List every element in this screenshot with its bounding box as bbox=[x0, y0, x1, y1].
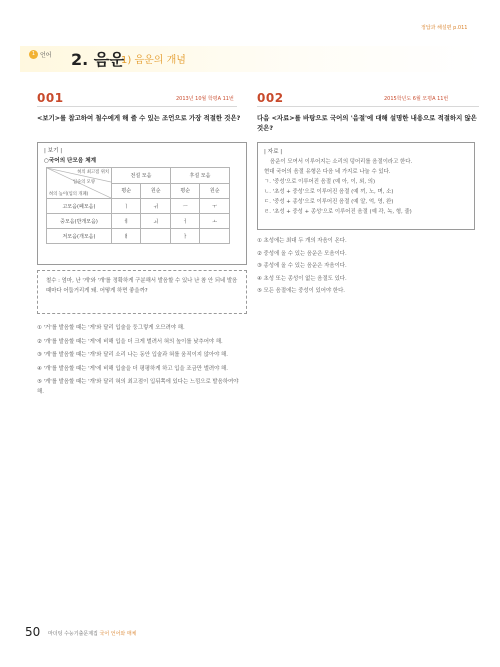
question-number-001: 001 bbox=[37, 91, 64, 105]
page-number: 50 bbox=[25, 625, 41, 639]
diagonal-header-cell bbox=[47, 168, 112, 199]
table-title: ○국어의 단모음 체계 bbox=[44, 158, 97, 164]
vowel-cell: ㅓ bbox=[170, 214, 199, 229]
vowel-cell bbox=[200, 229, 230, 244]
option-5[interactable]: ⑤ 모든 음절에는 중성이 있어야 한다. bbox=[257, 288, 346, 294]
jaryo-label: | 자료 | bbox=[264, 149, 283, 155]
vowel-cell: ㅟ bbox=[141, 199, 171, 214]
row-label: 중모음(반개모음) bbox=[47, 214, 112, 229]
option-2[interactable]: ② '개'를 발음할 때는 '게'에 비해 입을 더 크게 벌려서 혀의 높이를 낮추어야 해. bbox=[37, 338, 223, 345]
options-002 bbox=[257, 237, 477, 297]
vowel-cell: ㅗ bbox=[200, 214, 230, 229]
diag-label-lip-shape: 입술의 모양 bbox=[72, 180, 95, 185]
vowel-table bbox=[46, 167, 230, 244]
col-front-vowel: 전설 모음 bbox=[112, 168, 171, 184]
jaryo-line: ㄷ. '중성 + 종성'으로 이루어진 음절 (예 알, 억, 영, 완) bbox=[264, 199, 394, 205]
row-label: 고모음(폐모음) bbox=[47, 199, 112, 214]
question-number-002: 002 bbox=[257, 91, 284, 105]
option-2[interactable]: ② 중성에 올 수 있는 음운은 모음이다. bbox=[257, 250, 347, 257]
option-4[interactable]: ④ 초성 또는 종성이 없는 음절도 있다. bbox=[257, 275, 347, 282]
option-3[interactable]: ③ 종성에 올 수 있는 음운은 자음이다. bbox=[257, 263, 347, 269]
footer-highlight: 국어 언어와 매체 bbox=[99, 631, 137, 637]
vowel-cell: ㅔ bbox=[112, 214, 141, 229]
jaryo-line: 현대 국어의 음절 유형은 다음 네 가지로 나눌 수 있다. bbox=[264, 169, 391, 175]
vowel-cell: ㅜ bbox=[200, 199, 230, 214]
section-subtitle: 1) 음운의 개념 bbox=[121, 55, 186, 66]
sub-col: 원순 bbox=[200, 183, 230, 199]
sub-col: 원순 bbox=[141, 183, 171, 199]
sub-col: 평순 bbox=[170, 183, 199, 199]
option-1[interactable]: ① 초성에는 최대 두 개의 자음이 온다. bbox=[257, 238, 347, 244]
options-001 bbox=[37, 324, 247, 397]
question-prompt-001: <보기>를 참고하여 철수에게 해 줄 수 있는 조언으로 가장 적절한 것은? bbox=[37, 114, 241, 122]
vowel-cell: ㅐ bbox=[112, 229, 141, 244]
question-divider bbox=[37, 106, 237, 107]
option-1[interactable]: ① '거'를 발음할 때는 '게'와 달리 입술을 둥그렇게 오므려야 해. bbox=[37, 325, 185, 331]
col-back-vowel: 후설 모음 bbox=[170, 168, 229, 184]
option-3[interactable]: ③ '게'를 발음할 때는 '개'와 달리 소리 나는 동안 입술과 혀를 움직이지 않아야 해. bbox=[37, 352, 228, 358]
jaryo-line: ㄹ. '초성 + 중성 + 종성'으로 이루어진 음절 (예 각, 녹, 형, 줄) bbox=[264, 209, 412, 215]
diag-label-tongue-height: 혀의 높이(입의 개폐) bbox=[49, 192, 89, 197]
jaryo-line: ㄴ. '초성 + 중성'으로 이루어진 음절 (예 끼, 노, 며, 소) bbox=[264, 189, 394, 195]
diag-label-tongue-position: 혀의 최고점 위치 bbox=[77, 170, 109, 175]
footer-text: 마더텅 수능기출문제집 국어 언어와 매체 bbox=[48, 631, 137, 637]
option-4[interactable]: ④ '개'를 발음할 때는 '게'에 비해 입술을 더 평평하게 하고 입을 조금만 벌려야 해. bbox=[37, 365, 228, 372]
option-5[interactable]: ⑤ '게'를 발음할 때는 '개'와 달리 혀의 최고점이 입뒤쪽에 있다는 느낌으로 발음하여야 해. bbox=[37, 379, 239, 395]
sub-col: 평순 bbox=[112, 183, 141, 199]
section-number-badge: 1 bbox=[29, 50, 38, 59]
question-prompt-002: 다음 <자료>를 바탕으로 국어의 '음절'에 대해 설명한 내용으로 적절하지 않은 것은? bbox=[257, 114, 477, 132]
section-title: 2. 음운 bbox=[71, 50, 125, 69]
row-label: 저모음(개모음) bbox=[47, 229, 112, 244]
vowel-cell: ㅏ bbox=[170, 229, 199, 244]
jaryo-content bbox=[264, 157, 470, 217]
jaryo-line: 음운이 모여서 이루어지는 소리의 덩어리를 음절이라고 한다. bbox=[270, 159, 413, 165]
answer-reference: 정답과 해설편 p.011 bbox=[421, 25, 468, 31]
bogi-label: | 보기 | bbox=[44, 148, 63, 154]
section-label: 언어 bbox=[40, 52, 52, 59]
vowel-cell: ㅚ bbox=[141, 214, 171, 229]
question-divider bbox=[257, 106, 479, 107]
jaryo-line: ㄱ. '중성'으로 이루어진 음절 (예 아, 이, 외, 의) bbox=[264, 179, 376, 185]
vowel-cell bbox=[141, 229, 171, 244]
question-source-001: 2013년 10월 학평A 11번 bbox=[176, 96, 234, 102]
vowel-cell: ㅣ bbox=[112, 199, 141, 214]
vowel-cell: ㅡ bbox=[170, 199, 199, 214]
chulsu-dialogue: 철수 : 엄마, 난 '게'와 '개'를 정확하게 구분해서 발음할 수 있나 난 참 안 되네 발음 때마다 어둡거리게 돼. 어떻게 하면 좋을까? bbox=[46, 278, 238, 294]
question-source-002: 2015학년도 6월 모평A 11번 bbox=[384, 96, 449, 102]
